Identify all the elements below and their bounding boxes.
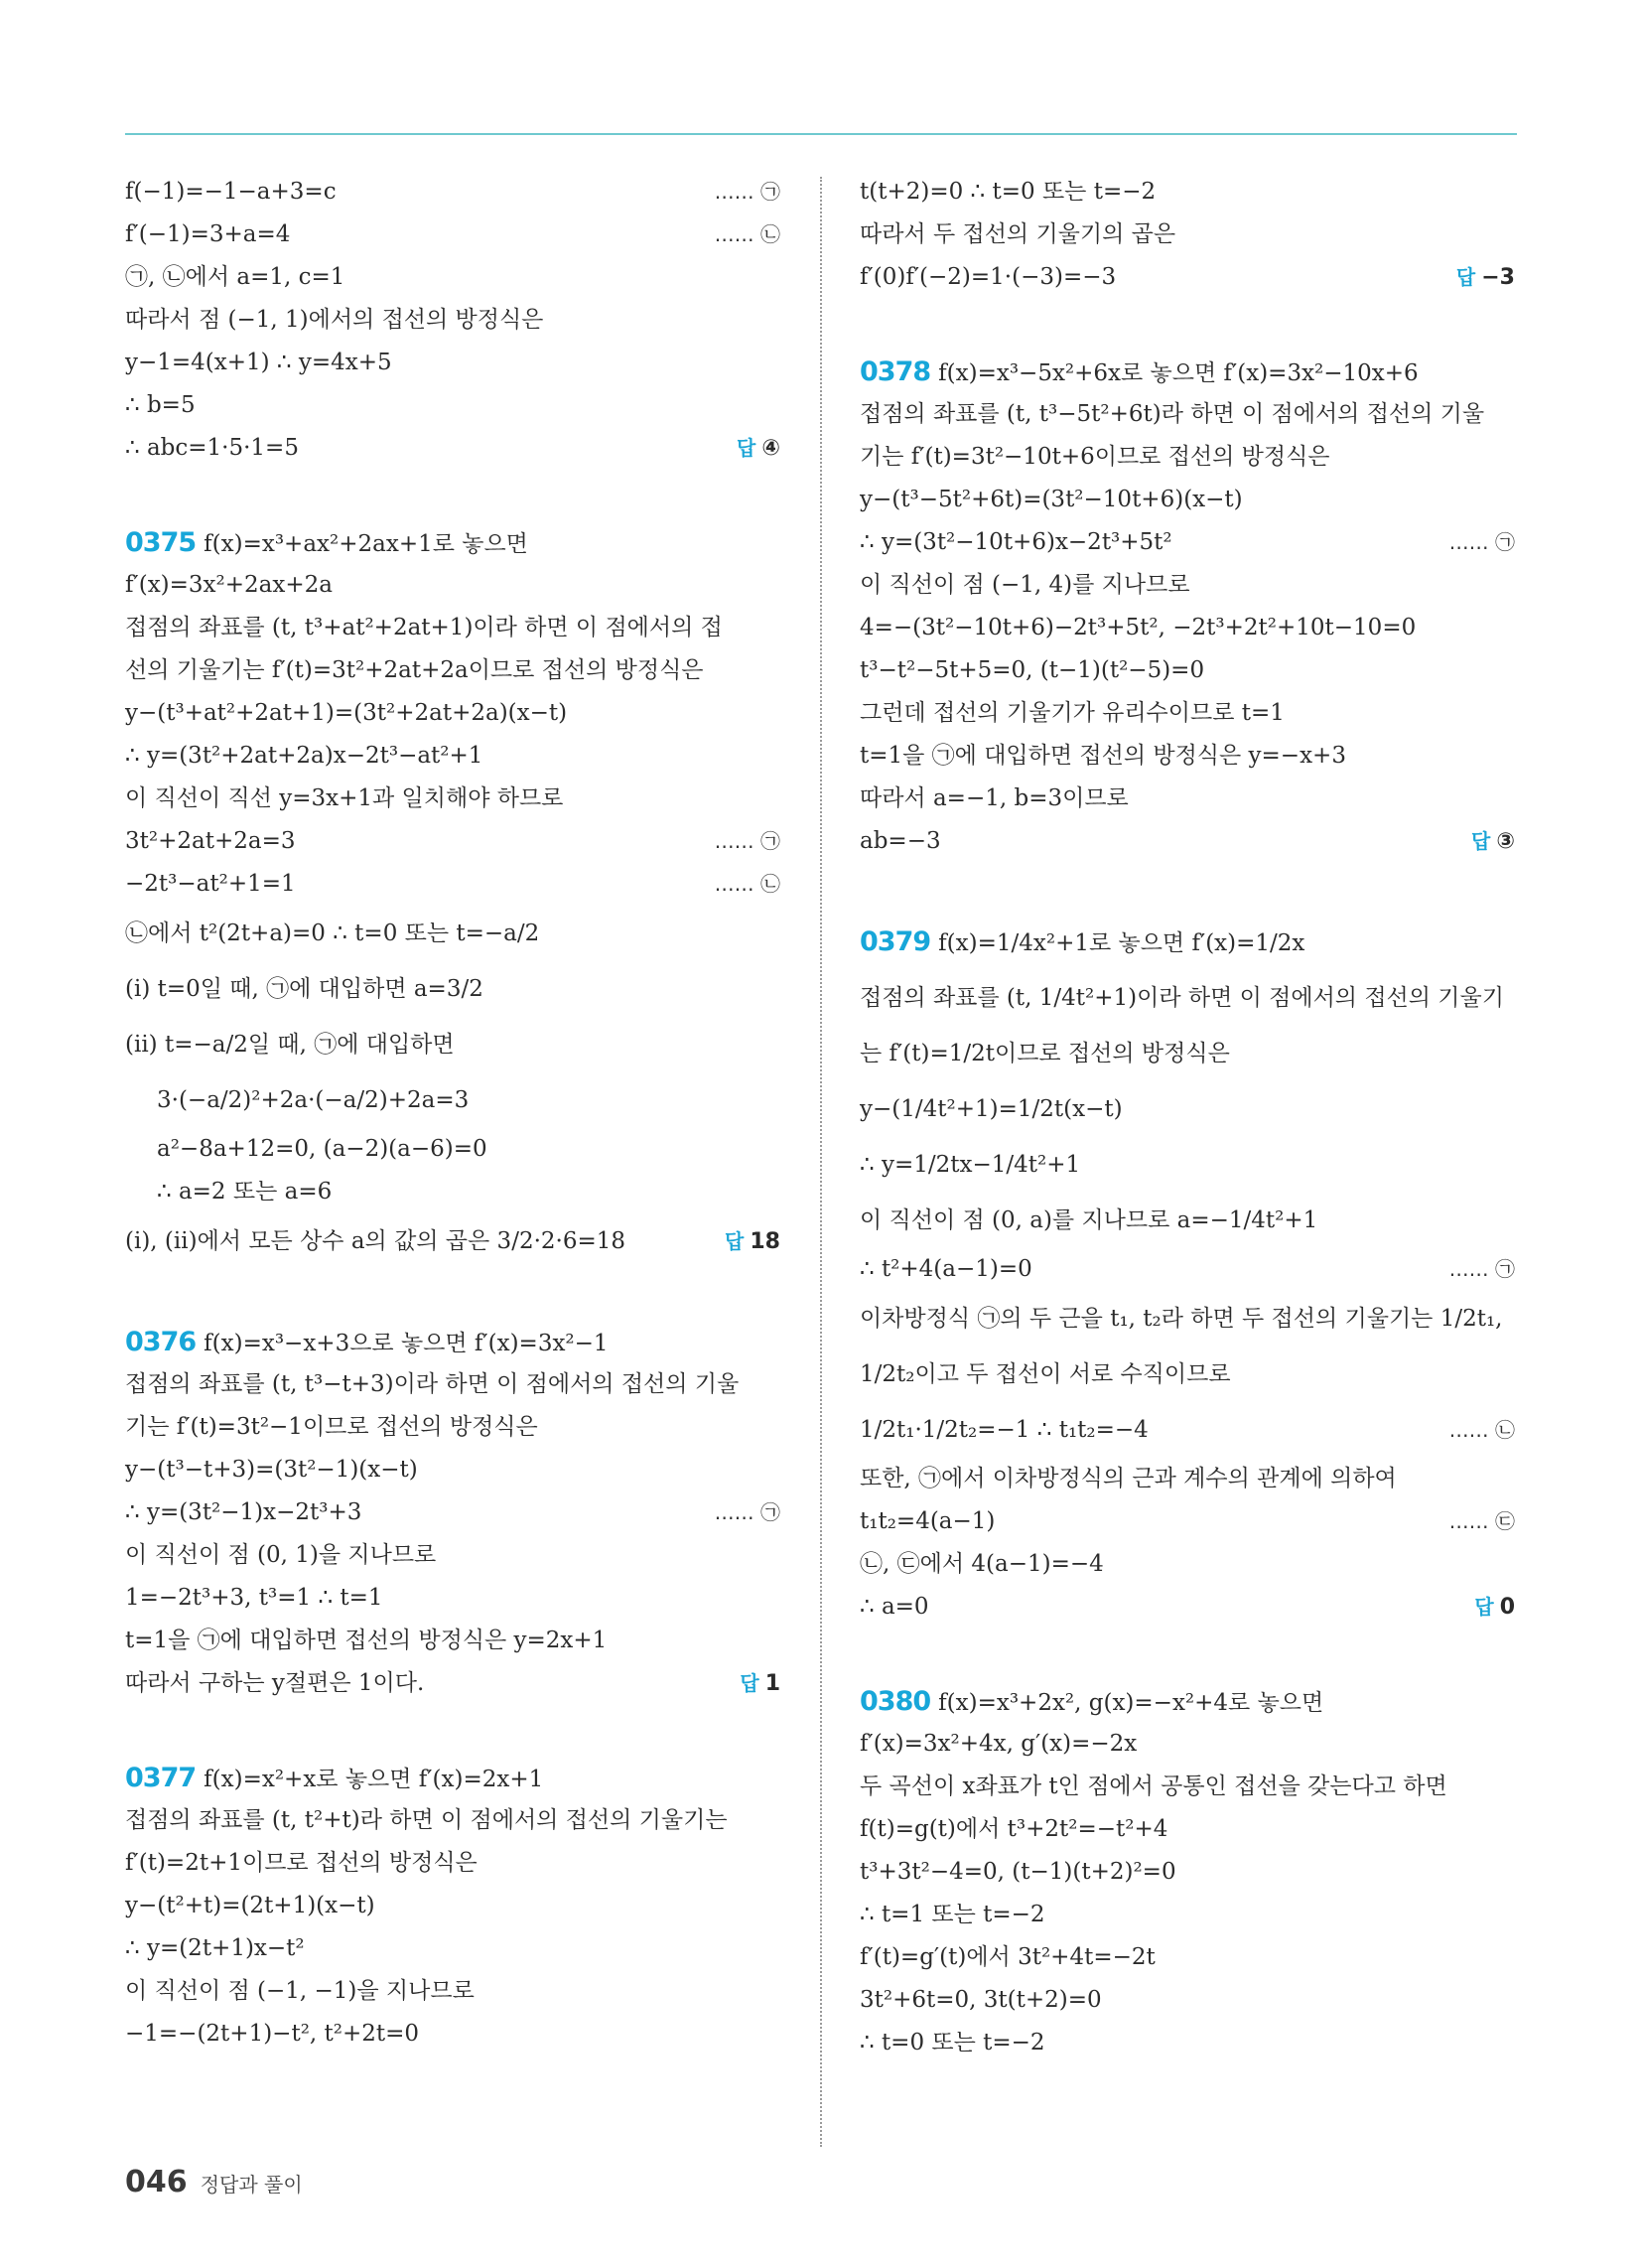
- math-text: f′(−1)=3+a=4: [125, 221, 291, 247]
- math-text: 따라서 점 (−1, 1)에서의 접선의 방정식은: [125, 307, 544, 333]
- spacer: [125, 1705, 780, 1757]
- math-text: ∴ abc=1·5·1=5: [125, 435, 299, 461]
- solution-line: [125, 1128, 780, 1171]
- math-text: t₁t₂=4(a−1): [860, 1508, 996, 1534]
- problem-number: 0377: [125, 1763, 197, 1793]
- math-text: y−1=4(x+1) ∴ y=4x+5: [125, 350, 392, 375]
- math-text: ∴ t=1 또는 t=−2: [860, 1902, 1045, 1927]
- math-text: f′(x)=3x²+2ax+2a: [125, 572, 333, 598]
- math-text: ∴ y=(3t²+2at+2a)x−2t³−at²+1: [125, 743, 483, 769]
- math-text: ㉡, ㉢에서 4(a−1)=−4: [860, 1551, 1104, 1577]
- math-text: 접점의 좌표를 (t, t³−5t²+6t)라 하면 이 점에서의 접선의 기울: [860, 401, 1485, 427]
- math-text: 1/2t₁·1/2t₂=−1 ∴ t₁t₂=−4: [860, 1417, 1149, 1443]
- page-number: 046: [125, 2165, 188, 2199]
- solution-line: [860, 735, 1515, 778]
- answer-label: 답: [1474, 1595, 1494, 1619]
- answer-value: ④: [761, 436, 780, 461]
- problem-start-line: [860, 1680, 1515, 1723]
- solution-line: [125, 213, 780, 256]
- math-text: ∴ a=2 또는 a=6: [157, 1179, 333, 1205]
- math-text: t³+3t²−4=0, (t−1)(t+2)²=0: [860, 1859, 1176, 1885]
- math-text: −1=−(2t+1)−t², t²+2t=0: [125, 2021, 420, 2047]
- solution-line: [860, 1766, 1515, 1808]
- problem-number: 0380: [860, 1686, 931, 1717]
- math-text: y−(1/4t²+1)=1/2t(x−t): [860, 1096, 1123, 1122]
- math-text: 따라서 a=−1, b=3이므로: [860, 785, 1129, 811]
- math-text: t³−t²−5t+5=0, (t−1)(t²−5)=0: [860, 657, 1205, 683]
- math-text: f′(t)=g′(t)에서 3t²+4t=−2t: [860, 1944, 1156, 1970]
- math-text: ∴ b=5: [125, 392, 196, 418]
- problem-start-line: [125, 1321, 780, 1363]
- math-text: 이차방정식 ㉠의 두 근을 t₁, t₂라 하면 두 접선의 기울기는 1/2t₁,: [860, 1306, 1503, 1332]
- math-text: t=1을 ㉠에 대입하면 접선의 방정식은 y=2x+1: [125, 1628, 608, 1653]
- solution-line: [860, 649, 1515, 692]
- math-text: f(−1)=−1−a+3=c: [125, 179, 337, 205]
- solution-line: [860, 521, 1515, 564]
- math-text: 는 f′(t)=1/2t이므로 접선의 방정식은: [860, 1041, 1230, 1066]
- solution-line: [125, 961, 780, 1017]
- answer-label: 답: [1471, 829, 1491, 853]
- equation-marker: …… ㉠: [1448, 530, 1515, 554]
- solution-line: [860, 1137, 1515, 1193]
- top-rule: [125, 133, 1517, 135]
- spacer: [860, 1629, 1515, 1680]
- solution-line: [125, 820, 780, 863]
- solution-line: [125, 299, 780, 342]
- solution-line: [125, 1406, 780, 1449]
- math-text: ∴ t²+4(a−1)=0: [860, 1256, 1032, 1282]
- equation-marker: …… ㉡: [714, 872, 780, 896]
- solution-line: [860, 1193, 1515, 1248]
- solution-line: [860, 479, 1515, 521]
- solution-line: [860, 1081, 1515, 1137]
- solution-line: [125, 1927, 780, 1970]
- solution-line: [125, 564, 780, 607]
- math-text: ∴ a=0: [860, 1594, 929, 1620]
- equation-marker: …… ㉢: [1448, 1509, 1515, 1533]
- solution-line: [125, 1213, 780, 1269]
- math-text: t(t+2)=0 ∴ t=0 또는 t=−2: [860, 179, 1157, 205]
- answer: [1474, 1586, 1515, 1629]
- solution-line: [860, 1458, 1515, 1500]
- equation-marker: …… ㉠: [714, 180, 780, 204]
- math-text: ㉠, ㉡에서 a=1, c=1: [125, 264, 345, 290]
- solution-line: [860, 1248, 1515, 1291]
- equation-marker: …… ㉠: [714, 1500, 780, 1524]
- math-text: 이 직선이 점 (0, a)를 지나므로 a=−1/4t²+1: [860, 1207, 1318, 1233]
- math-text: (ⅰ), (ⅱ)에서 모든 상수 a의 값의 곱은 3/2·2·6=18: [125, 1228, 626, 1254]
- math-text: y−(t³−t+3)=(3t²−1)(x−t): [125, 1457, 418, 1483]
- solution-line: [860, 778, 1515, 820]
- column-divider: [820, 177, 822, 2147]
- answer-value: −3: [1481, 265, 1515, 290]
- solution-line: [125, 863, 780, 906]
- math-text: a²−8a+12=0, (a−2)(a−6)=0: [157, 1136, 487, 1162]
- answer-label: 답: [1455, 265, 1476, 289]
- page-footer: [125, 2163, 303, 2202]
- math-text: y−(t³−5t²+6t)=(3t²−10t+6)(x−t): [860, 487, 1243, 512]
- solution-line: [125, 1799, 780, 1842]
- math-text: 1/2t₂이고 두 접선이 서로 수직이므로: [860, 1361, 1231, 1387]
- math-text: ∴ y=1/2tx−1/4t²+1: [860, 1152, 1081, 1178]
- math-text: f(x)=x³−5x²+6x로 놓으면 f′(x)=3x²−10x+6: [938, 360, 1419, 386]
- math-text: f(x)=x³+2x², g(x)=−x²+4로 놓으면: [938, 1690, 1324, 1716]
- solution-line: [125, 1620, 780, 1662]
- equation-marker: …… ㉡: [714, 222, 780, 246]
- solution-line: [860, 1500, 1515, 1543]
- solution-line: [125, 342, 780, 384]
- problem-start-line: [860, 351, 1515, 393]
- math-text: 접점의 좌표를 (t, 1/4t²+1)이라 하면 이 점에서의 접선의 기울기: [860, 985, 1504, 1011]
- solution-line: [860, 1291, 1515, 1347]
- solution-line: [860, 564, 1515, 607]
- math-text: 이 직선이 점 (−1, 4)를 지나므로: [860, 572, 1190, 598]
- solution-line: [125, 1491, 780, 1534]
- answer-value: 18: [750, 1229, 780, 1254]
- spacer: [860, 863, 1515, 915]
- solution-line: [860, 436, 1515, 479]
- answer-label: 답: [740, 1671, 759, 1695]
- math-text: 접점의 좌표를 (t, t²+t)라 하면 이 점에서의 접선의 기울기는: [125, 1807, 728, 1833]
- spacer: [125, 470, 780, 521]
- solution-line: [125, 1449, 780, 1491]
- answer-value: 1: [764, 1671, 780, 1696]
- solution-line: [125, 735, 780, 778]
- solution-line: [860, 1402, 1515, 1458]
- solution-line: [860, 1936, 1515, 1979]
- solution-line: [125, 906, 780, 961]
- math-text: y−(t²+t)=(2t+1)(x−t): [125, 1893, 375, 1918]
- problem-start-line: [860, 915, 1515, 970]
- math-text: 3t²+6t=0, 3t(t+2)=0: [860, 1987, 1102, 2013]
- math-text: 3·(−a/2)²+2a·(−a/2)+2a=3: [157, 1087, 470, 1113]
- math-text: 1=−2t³+3, t³=1 ∴ t=1: [125, 1585, 383, 1611]
- solution-line: [860, 820, 1515, 863]
- solution-line: [860, 607, 1515, 649]
- math-text: 이 직선이 점 (−1, −1)을 지나므로: [125, 1978, 475, 2004]
- solution-line: [125, 1662, 780, 1705]
- answer: [1456, 256, 1515, 299]
- solution-line: [125, 256, 780, 299]
- solution-line: [860, 1894, 1515, 1936]
- math-text: ∴ y=(3t²−10t+6)x−2t³+5t²: [860, 529, 1172, 555]
- answer: [740, 1662, 780, 1705]
- solution-line: [125, 1171, 780, 1213]
- answer: [737, 427, 780, 470]
- solution-line: [860, 1543, 1515, 1586]
- math-text: −2t³−at²+1=1: [125, 871, 296, 897]
- solution-line: [860, 1723, 1515, 1766]
- solution-line: [860, 970, 1515, 1026]
- spacer: [860, 299, 1515, 351]
- problem-start-line: [125, 521, 780, 564]
- solution-line: [125, 171, 780, 213]
- problem-start-line: [125, 1757, 780, 1799]
- answer-value: ③: [1496, 829, 1515, 854]
- math-text: 기는 f′(t)=3t²−1이므로 접선의 방정식은: [125, 1414, 538, 1440]
- solution-line: [125, 427, 780, 470]
- problem-number: 0376: [125, 1327, 197, 1357]
- math-text: 선의 기울기는 f′(t)=3t²+2at+2a이므로 접선의 방정식은: [125, 657, 704, 683]
- math-text: f(x)=x³+ax²+2ax+1로 놓으면: [204, 531, 528, 557]
- math-text: f(x)=1/4x²+1로 놓으면 f′(x)=1/2x: [938, 930, 1305, 956]
- math-text: ab=−3: [860, 828, 941, 854]
- solution-line: [125, 1534, 780, 1577]
- solution-line: [125, 1017, 780, 1072]
- math-text: 접점의 좌표를 (t, t³−t+3)이라 하면 이 점에서의 접선의 기울: [125, 1371, 740, 1397]
- math-text: f′(x)=3x²+4x, g′(x)=−2x: [860, 1731, 1138, 1757]
- solution-line: [125, 778, 780, 820]
- solution-line: [860, 1851, 1515, 1894]
- math-text: ∴ y=(2t+1)x−t²: [125, 1935, 305, 1961]
- problem-number: 0375: [125, 527, 197, 558]
- math-text: y−(t³+at²+2at+1)=(3t²+2at+2a)(x−t): [125, 700, 568, 726]
- math-text: t=1을 ㉠에 대입하면 접선의 방정식은 y=−x+3: [860, 743, 1346, 769]
- page-label: 정답과 풀이: [200, 2173, 303, 2197]
- math-text: f(t)=g(t)에서 t³+2t²=−t²+4: [860, 1816, 1168, 1842]
- solution-line: [125, 2013, 780, 2055]
- answer: [725, 1213, 780, 1270]
- solution-line: [125, 1072, 780, 1128]
- solution-line: [860, 1586, 1515, 1629]
- math-text: 따라서 두 접선의 기울기의 곱은: [860, 221, 1176, 247]
- math-text: f′(0)f′(−2)=1·(−3)=−3: [860, 264, 1117, 290]
- math-text: 3t²+2at+2a=3: [125, 828, 296, 854]
- solution-line: [125, 1363, 780, 1406]
- math-text: f(x)=x³−x+3으로 놓으면 f′(x)=3x²−1: [204, 1331, 609, 1356]
- left-column: [125, 171, 780, 2055]
- math-text: 이 직선이 점 (0, 1)을 지나므로: [125, 1542, 437, 1568]
- solution-line: [125, 384, 780, 427]
- equation-marker: …… ㉡: [1448, 1418, 1515, 1442]
- equation-marker: …… ㉠: [714, 829, 780, 853]
- solution-line: [860, 1808, 1515, 1851]
- solution-line: [125, 1842, 780, 1885]
- math-text: 기는 f′(t)=3t²−10t+6이므로 접선의 방정식은: [860, 444, 1330, 470]
- solution-line: [125, 1885, 780, 1927]
- math-text: 따라서 구하는 y절편은 1이다.: [125, 1670, 425, 1696]
- solution-line: [860, 213, 1515, 256]
- math-text: 두 곡선이 x좌표가 t인 점에서 공통인 접선을 갖는다고 하면: [860, 1773, 1447, 1799]
- solution-line: [860, 2022, 1515, 2064]
- math-text: f′(t)=2t+1이므로 접선의 방정식은: [125, 1850, 478, 1876]
- solution-line: [125, 1577, 780, 1620]
- math-text: ㉡에서 t²(2t+a)=0 ∴ t=0 또는 t=−a/2: [125, 921, 540, 946]
- math-text: f(x)=x²+x로 놓으면 f′(x)=2x+1: [204, 1767, 544, 1792]
- answer: [1471, 820, 1515, 863]
- solution-line: [125, 607, 780, 649]
- math-text: 그런데 접선의 기울기가 유리수이므로 t=1: [860, 700, 1285, 726]
- solution-line: [860, 393, 1515, 436]
- solution-line: [860, 692, 1515, 735]
- math-text: (ⅱ) t=−a/2일 때, ㉠에 대입하면: [125, 1032, 455, 1058]
- solution-line: [860, 256, 1515, 299]
- problem-number: 0379: [860, 926, 931, 957]
- math-text: ∴ t=0 또는 t=−2: [860, 2030, 1045, 2055]
- solution-line: [860, 1979, 1515, 2022]
- solution-line: [860, 171, 1515, 213]
- answer-label: 답: [737, 436, 756, 460]
- answer-label: 답: [725, 1229, 745, 1253]
- math-text: 또한, ㉠에서 이차방정식의 근과 계수의 관계에 의하여: [860, 1466, 1397, 1491]
- solution-line: [125, 1970, 780, 2013]
- problem-number: 0378: [860, 356, 931, 387]
- math-text: 접점의 좌표를 (t, t³+at²+2at+1)이라 하면 이 점에서의 접: [125, 615, 723, 640]
- spacer: [125, 1269, 780, 1321]
- solution-line: [125, 649, 780, 692]
- math-text: (ⅰ) t=0일 때, ㉠에 대입하면 a=3/2: [125, 976, 483, 1002]
- math-text: ∴ y=(3t²−1)x−2t³+3: [125, 1499, 362, 1525]
- answer-value: 0: [1499, 1595, 1515, 1620]
- solution-line: [125, 692, 780, 735]
- equation-marker: …… ㉠: [1448, 1257, 1515, 1281]
- right-column: [860, 171, 1515, 2064]
- math-text: 이 직선이 직선 y=3x+1과 일치해야 하므로: [125, 785, 564, 811]
- solution-line: [860, 1347, 1515, 1402]
- solution-line: [860, 1026, 1515, 1081]
- math-text: 4=−(3t²−10t+6)−2t³+5t², −2t³+2t²+10t−10=0: [860, 615, 1417, 640]
